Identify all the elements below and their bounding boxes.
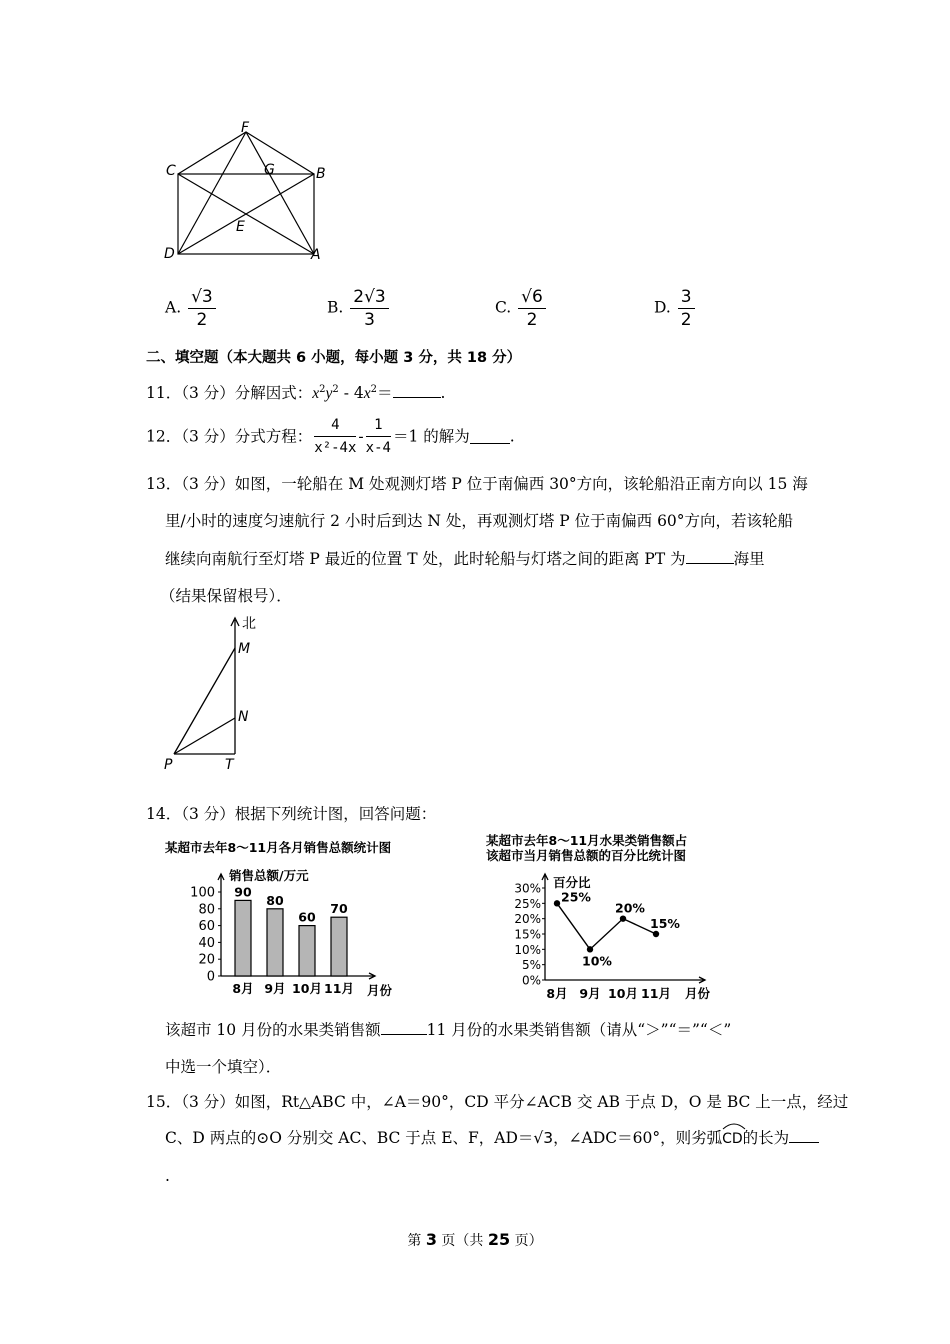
line-y-tick-label: 25% [514, 896, 541, 911]
label-m: M [238, 641, 251, 657]
north-label: 北 [242, 616, 256, 632]
question-15-line-3: . [165, 1167, 170, 1185]
line-y-axis-label: 百分比 [553, 875, 591, 890]
line-point-3 [653, 931, 659, 937]
question-14-line-1: 该超市 10 月份的水果类销售额 11 月份的水果类销售额（请从“＞”“＝”“＜” [165, 1021, 732, 1039]
bar-category-label: 11月 [324, 981, 354, 996]
line-category-label: 9月 [579, 986, 601, 1001]
line-y-tick-label: 10% [514, 942, 541, 957]
arc-symbol [722, 1122, 746, 1130]
line-category-label: 8月 [546, 986, 568, 1001]
line-value-label: 15% [650, 916, 680, 931]
question-11: 11．（3 分）分解因式：$x^2y^2 - 4x^2=$ . [146, 384, 446, 403]
bar-y-tick-label: 100 [190, 885, 215, 901]
line-point-1 [587, 946, 593, 952]
line-point-0 [554, 900, 560, 906]
question-15-line-2: C、D 两点的⊙O 分别交 AC、BC 于点 E、F，AD＝√3，∠ADC＝60°，则劣弧CD 的长为 [165, 1128, 819, 1149]
label-n: N [238, 709, 249, 725]
line-chart-title-line-2: 该超市当月销售总额的百分比统计图 [486, 848, 687, 863]
question-13-line-3: 继续向南航行至灯塔 P 最近的位置 T 处，此时轮船与灯塔之间的距离 PT 为 海里 [165, 550, 765, 568]
bar-3 [331, 917, 347, 976]
label-f: F [241, 120, 250, 136]
line-x-axis-label: 月份 [685, 986, 711, 1001]
star-rectangle-figure [150, 118, 350, 266]
line-y-tick-label: 5% [521, 958, 541, 973]
sqrt-3: √3 [533, 1129, 554, 1147]
line-chart [505, 870, 725, 1002]
page-total: 25 [487, 1230, 511, 1249]
arc-cd: CD [722, 1128, 743, 1149]
line-category-label: 10月 [608, 986, 638, 1001]
answer-blank-15[interactable] [789, 1128, 819, 1143]
label-c: C [166, 163, 176, 179]
section-heading: 二、填空题（本大题共 6 小题，每小题 3 分，共 18 分） [146, 350, 522, 366]
option-d: D. $\frac{3}{2}$ [654, 286, 697, 331]
question-12: 12．（3 分）分式方程： $\frac{4}{\text{x²-4x}}$ - $\frac{1}{x-4}$ ＝1 的解为 . [146, 414, 515, 459]
option-b: B. $\frac{2√3}{3}$ [327, 286, 391, 331]
option-c-numerator: √6 [518, 286, 546, 309]
bar-y-tick-label: 0 [206, 969, 215, 985]
bar-y-axis-label: 销售总额/万元 [229, 868, 309, 883]
ship-lighthouse-figure [158, 612, 268, 774]
line-chart-title-line-1: 某超市去年8～11月水果类销售额占 [486, 833, 688, 848]
label-b: B [316, 166, 326, 182]
option-b-denominator: 3 [364, 310, 375, 330]
bar-2 [299, 926, 315, 976]
label-t: T [225, 757, 234, 773]
label-d: D [164, 246, 175, 262]
bar-y-tick-label: 20 [198, 952, 215, 968]
page-footer: 第 3 页（共 25 页） [407, 1230, 543, 1249]
bar-category-label: 10月 [292, 981, 322, 996]
question-14-intro: 14．（3 分）根据下列统计图，回答问题： [146, 805, 437, 823]
line-category-label: 11月 [641, 986, 671, 1001]
bar-category-label: 9月 [264, 981, 286, 996]
option-a-numerator: √3 [188, 286, 216, 309]
option-d-numerator: 3 [678, 286, 695, 309]
bar-0 [235, 900, 251, 976]
option-d-denominator: 2 [680, 310, 692, 330]
option-c: C. $\frac{√6}{2}$ [495, 286, 548, 331]
bar-y-tick-label: 80 [198, 902, 215, 918]
line-point-2 [620, 915, 626, 921]
bar-1 [267, 909, 283, 976]
bar-y-tick-label: 40 [198, 935, 215, 951]
bar-x-axis-label: 月份 [367, 983, 393, 998]
bar-value-label: 60 [298, 909, 316, 925]
question-14-line-2: 中选一个填空）． [165, 1058, 282, 1076]
bar-category-label: 8月 [232, 981, 254, 996]
line-y-tick-label: 20% [514, 912, 541, 927]
question-13-line-2: 里/小时的速度匀速航行 2 小时后到达 N 处，再观测灯塔 P 位于南偏西 60°方向，若该轮船 [165, 512, 794, 530]
bar-value-label: 70 [330, 901, 348, 917]
label-a: A [311, 247, 321, 263]
answer-blank-12[interactable] [470, 429, 510, 444]
label-p: P [164, 757, 173, 773]
line-value-label: 20% [615, 900, 645, 916]
line-value-label: 25% [561, 889, 591, 905]
line-value-label: 10% [582, 953, 612, 969]
bar-chart [185, 862, 395, 1002]
option-c-denominator: 2 [526, 310, 538, 330]
bar-chart-title: 某超市去年8～11月各月销售总额统计图 [165, 840, 392, 855]
question-13-line-4: （结果保留根号）． [160, 587, 292, 605]
line-y-tick-label: 30% [514, 881, 541, 896]
page-number: 3 [425, 1230, 437, 1249]
label-g: G [264, 162, 275, 178]
line-y-tick-label: 0% [521, 973, 541, 988]
bar-value-label: 90 [234, 884, 252, 900]
answer-blank-13[interactable] [686, 549, 734, 564]
option-a-denominator: 2 [196, 310, 208, 330]
answer-blank-11[interactable] [393, 383, 441, 398]
option-a: A. $\frac{√3}{2}$ [165, 286, 218, 331]
question-13-line-1: 13．（3 分）如图，一轮船在 M 处观测灯塔 P 位于南偏西 30°方向，该轮船沿正南方向以 15 海 [146, 475, 808, 493]
answer-blank-14[interactable] [381, 1020, 427, 1035]
line-y-tick-label: 15% [514, 927, 541, 942]
question-15-line-1: 15．（3 分）如图，Rt△ABC 中，∠A＝90°，CD 平分∠ACB 交 AB 于点 D，O 是 BC 上一点，经过 [146, 1093, 849, 1111]
bar-value-label: 80 [266, 892, 284, 908]
bar-y-tick-label: 60 [198, 919, 215, 935]
option-b-numerator: 2√3 [350, 286, 388, 309]
label-e: E [236, 219, 245, 235]
